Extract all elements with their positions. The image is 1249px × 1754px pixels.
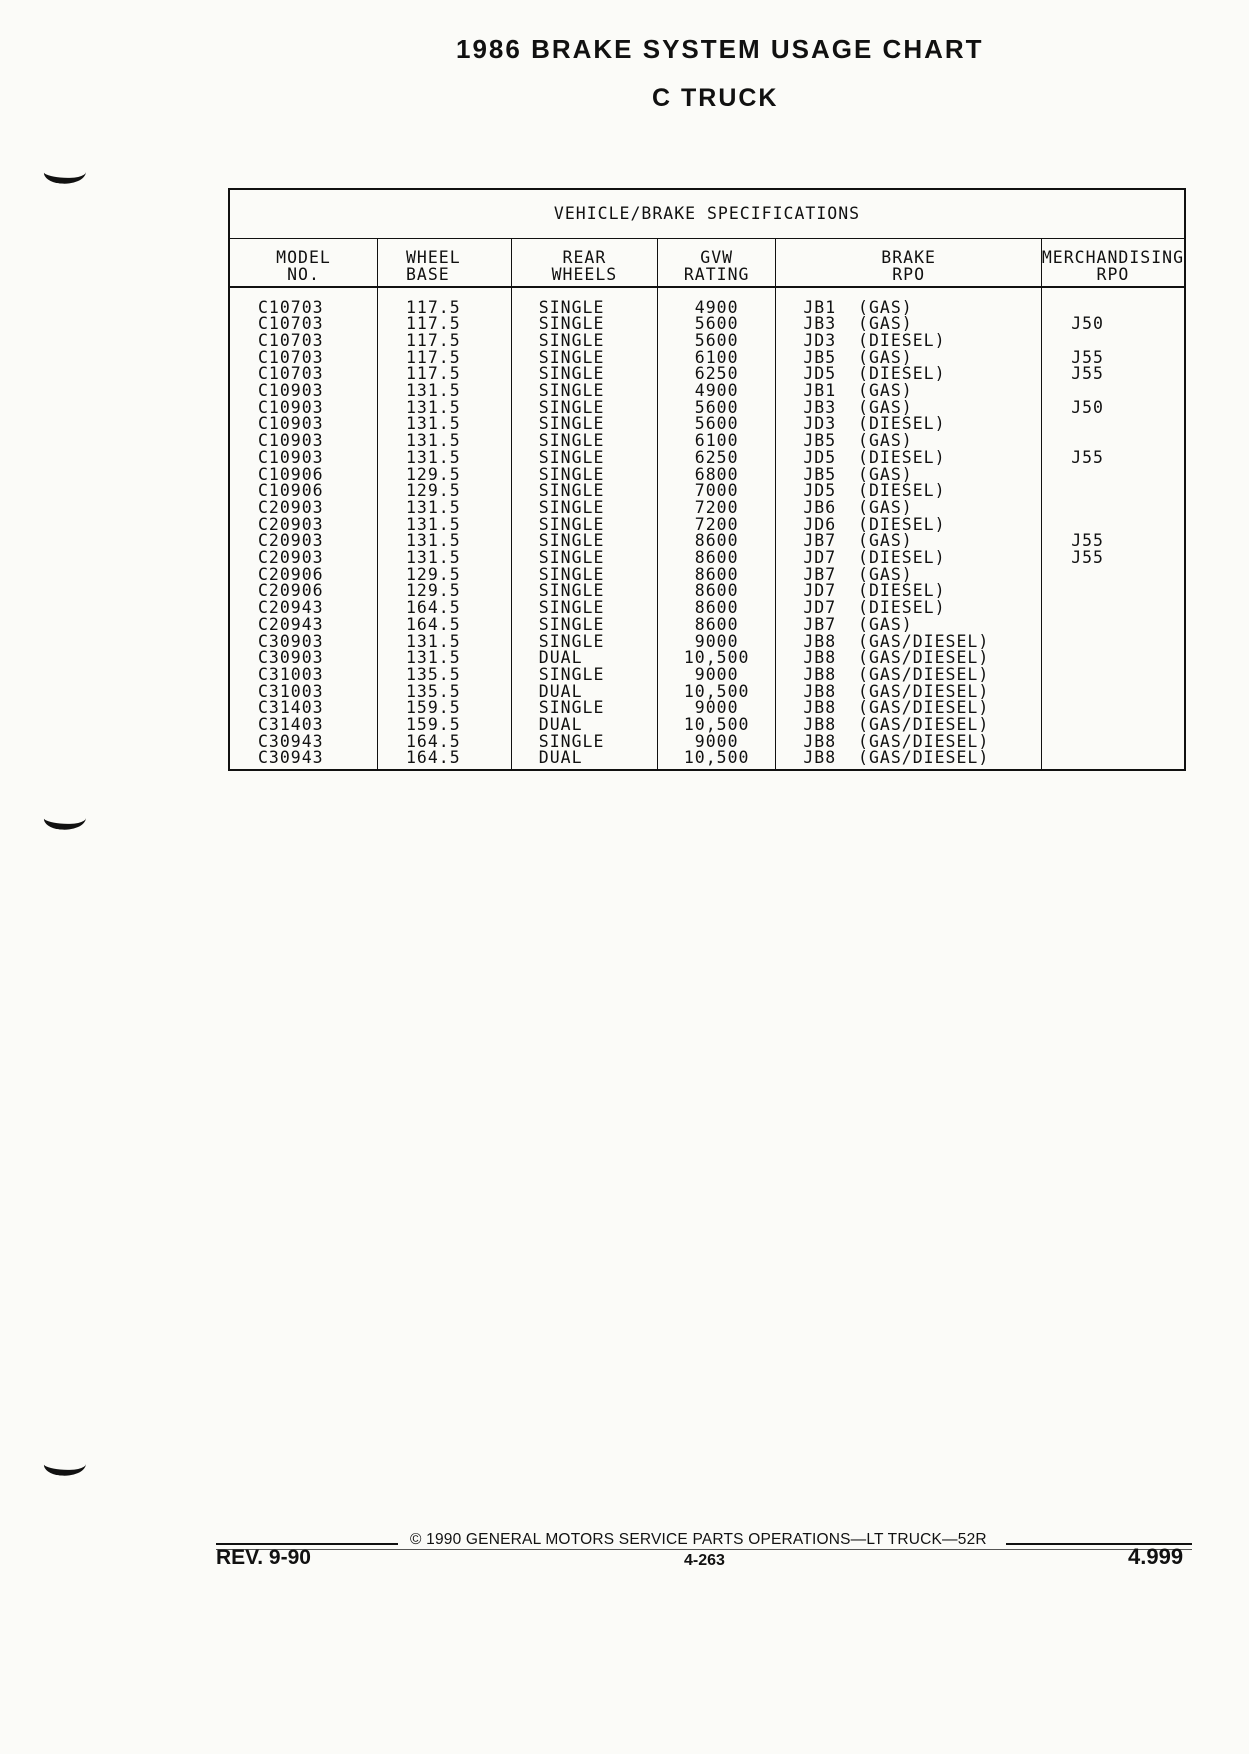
cell-brake-rpo: JD3 (DIESEL)	[776, 333, 1041, 350]
cell-merchandising-rpo: J55	[1041, 550, 1185, 567]
cell-model-no: C20943	[229, 617, 377, 634]
cell-brake-rpo: JB7 (GAS)	[776, 567, 1041, 584]
cell-gvw-rating: 5600	[657, 316, 775, 333]
cell-merchandising-rpo	[1041, 433, 1185, 450]
cell-model-no: C20906	[229, 567, 377, 584]
cell-brake-rpo: JB5 (GAS)	[776, 350, 1041, 367]
cell-gvw-rating: 7000	[657, 483, 775, 500]
cell-model-no: C20903	[229, 533, 377, 550]
cell-gvw-rating: 7200	[657, 517, 775, 534]
cell-merchandising-rpo: J55	[1041, 533, 1185, 550]
cell-rear-wheels: SINGLE	[511, 500, 657, 517]
cell-rear-wheels: SINGLE	[511, 517, 657, 534]
page-title: 1986 BRAKE SYSTEM USAGE CHART	[456, 34, 984, 64]
cell-model-no: C10703	[229, 366, 377, 383]
cell-merchandising-rpo	[1041, 617, 1185, 634]
cell-brake-rpo: JB1 (GAS)	[776, 287, 1041, 317]
cell-rear-wheels: DUAL	[511, 684, 657, 701]
cell-rear-wheels: SINGLE	[511, 734, 657, 751]
table-body	[229, 287, 1185, 771]
cell-wheel-base: 159.5	[377, 700, 511, 717]
cell-merchandising-rpo	[1041, 634, 1185, 651]
cell-rear-wheels: SINGLE	[511, 483, 657, 500]
header-line: WHEELS	[551, 265, 618, 284]
footer-rule-left	[216, 1543, 398, 1545]
cell-wheel-base: 135.5	[377, 667, 511, 684]
cell-model-no: C31003	[229, 667, 377, 684]
cell-merchandising-rpo	[1041, 567, 1185, 584]
binder-hole-mark	[43, 158, 87, 186]
cell-wheel-base: 131.5	[377, 450, 511, 467]
cell-merchandising-rpo	[1041, 600, 1185, 617]
cell-wheel-base: 131.5	[377, 400, 511, 417]
cell-rear-wheels: SINGLE	[511, 567, 657, 584]
cell-model-no: C20903	[229, 500, 377, 517]
cell-gvw-rating: 6800	[657, 467, 775, 484]
cell-wheel-base: 131.5	[377, 433, 511, 450]
cell-merchandising-rpo	[1041, 287, 1185, 317]
cell-merchandising-rpo	[1041, 483, 1185, 500]
footer-page-number: 4-263	[684, 1552, 725, 1569]
cell-wheel-base: 135.5	[377, 684, 511, 701]
header-line: MODEL	[276, 248, 331, 267]
cell-gvw-rating: 9000	[657, 667, 775, 684]
cell-rear-wheels: DUAL	[511, 717, 657, 734]
cell-wheel-base: 117.5	[377, 333, 511, 350]
cell-brake-rpo: JB5 (GAS)	[776, 433, 1041, 450]
header-line: BRAKE	[881, 248, 936, 267]
cell-brake-rpo: JD7 (DIESEL)	[776, 600, 1041, 617]
header-line: GVW	[700, 248, 734, 267]
cell-model-no: C30943	[229, 750, 377, 770]
cell-wheel-base: 129.5	[377, 483, 511, 500]
cell-gvw-rating: 9000	[657, 734, 775, 751]
cell-brake-rpo: JB8 (GAS/DIESEL)	[776, 734, 1041, 751]
cell-merchandising-rpo	[1041, 750, 1185, 770]
cell-model-no: C10903	[229, 383, 377, 400]
header-merchandising-rpo	[1041, 239, 1185, 287]
cell-rear-wheels: SINGLE	[511, 416, 657, 433]
cell-brake-rpo: JD7 (DIESEL)	[776, 583, 1041, 600]
cell-wheel-base: 117.5	[377, 316, 511, 333]
brake-spec-table	[228, 188, 1186, 771]
cell-model-no: C10703	[229, 287, 377, 317]
cell-model-no: C20943	[229, 600, 377, 617]
header-wheel-base	[377, 239, 511, 287]
cell-merchandising-rpo	[1041, 416, 1185, 433]
cell-rear-wheels: DUAL	[511, 750, 657, 770]
cell-brake-rpo: JB8 (GAS/DIESEL)	[776, 717, 1041, 734]
cell-rear-wheels: SINGLE	[511, 316, 657, 333]
cell-merchandising-rpo	[1041, 667, 1185, 684]
cell-wheel-base: 164.5	[377, 734, 511, 751]
cell-gvw-rating: 8600	[657, 550, 775, 567]
cell-wheel-base: 164.5	[377, 617, 511, 634]
cell-brake-rpo: JB5 (GAS)	[776, 467, 1041, 484]
cell-brake-rpo: JB8 (GAS/DIESEL)	[776, 750, 1041, 770]
cell-merchandising-rpo: J50	[1041, 400, 1185, 417]
cell-wheel-base: 129.5	[377, 567, 511, 584]
cell-model-no: C31003	[229, 684, 377, 701]
footer-section-number: 4.999	[1128, 1544, 1184, 1569]
cell-wheel-base: 129.5	[377, 467, 511, 484]
cell-merchandising-rpo: J55	[1041, 350, 1185, 367]
cell-merchandising-rpo	[1041, 684, 1185, 701]
cell-wheel-base: 131.5	[377, 383, 511, 400]
cell-brake-rpo: JB8 (GAS/DIESEL)	[776, 684, 1041, 701]
cell-gvw-rating: 6250	[657, 366, 775, 383]
cell-gvw-rating: 10,500	[657, 684, 775, 701]
cell-merchandising-rpo	[1041, 383, 1185, 400]
cell-gvw-rating: 8600	[657, 533, 775, 550]
cell-merchandising-rpo	[1041, 583, 1185, 600]
cell-brake-rpo: JB7 (GAS)	[776, 617, 1041, 634]
binder-hole-mark	[43, 1450, 87, 1478]
cell-wheel-base: 117.5	[377, 366, 511, 383]
header-line: RPO	[892, 265, 926, 284]
cell-wheel-base: 131.5	[377, 416, 511, 433]
cell-gvw-rating: 6250	[657, 450, 775, 467]
cell-brake-rpo: JB8 (GAS/DIESEL)	[776, 634, 1041, 651]
page-subtitle: C TRUCK	[652, 84, 779, 112]
cell-model-no: C20903	[229, 550, 377, 567]
cell-brake-rpo: JD3 (DIESEL)	[776, 416, 1041, 433]
cell-rear-wheels: SINGLE	[511, 450, 657, 467]
table-caption: VEHICLE/BRAKE SPECIFICATIONS	[229, 189, 1185, 239]
cell-merchandising-rpo: J50	[1041, 316, 1185, 333]
cell-gvw-rating: 8600	[657, 567, 775, 584]
cell-merchandising-rpo	[1041, 500, 1185, 517]
cell-merchandising-rpo	[1041, 700, 1185, 717]
header-line: RATING	[683, 265, 750, 284]
cell-model-no: C20903	[229, 517, 377, 534]
footer-copyright: © 1990 GENERAL MOTORS SERVICE PARTS OPERATIONS—LT TRUCK—52R	[410, 1531, 987, 1548]
footer-rule-under	[216, 1549, 1192, 1550]
table-row	[229, 287, 1185, 317]
cell-brake-rpo: JB7 (GAS)	[776, 533, 1041, 550]
cell-model-no: C31403	[229, 717, 377, 734]
cell-model-no: C30903	[229, 634, 377, 651]
cell-brake-rpo: JB8 (GAS/DIESEL)	[776, 650, 1041, 667]
cell-rear-wheels: SINGLE	[511, 383, 657, 400]
cell-brake-rpo: JD5 (DIESEL)	[776, 366, 1041, 383]
cell-rear-wheels: SINGLE	[511, 583, 657, 600]
cell-gvw-rating: 10,500	[657, 750, 775, 770]
cell-merchandising-rpo: J55	[1041, 366, 1185, 383]
cell-rear-wheels: SINGLE	[511, 550, 657, 567]
cell-brake-rpo: JD5 (DIESEL)	[776, 450, 1041, 467]
cell-rear-wheels: SINGLE	[511, 533, 657, 550]
cell-wheel-base: 131.5	[377, 650, 511, 667]
cell-model-no: C31403	[229, 700, 377, 717]
header-model-no	[229, 239, 377, 287]
cell-merchandising-rpo	[1041, 650, 1185, 667]
cell-gvw-rating: 7200	[657, 500, 775, 517]
cell-model-no: C10903	[229, 433, 377, 450]
cell-model-no: C10703	[229, 333, 377, 350]
cell-rear-wheels: SINGLE	[511, 617, 657, 634]
cell-brake-rpo: JB3 (GAS)	[776, 400, 1041, 417]
header-line: BASE	[405, 265, 450, 284]
cell-wheel-base: 164.5	[377, 600, 511, 617]
cell-model-no: C10906	[229, 483, 377, 500]
table-row	[229, 750, 1185, 770]
cell-wheel-base: 131.5	[377, 634, 511, 651]
cell-rear-wheels: SINGLE	[511, 467, 657, 484]
footer-revision: REV. 9-90	[216, 1546, 311, 1569]
header-gvw-rating	[657, 239, 775, 287]
cell-rear-wheels: SINGLE	[511, 667, 657, 684]
cell-gvw-rating: 4900	[657, 287, 775, 317]
header-brake-rpo	[776, 239, 1041, 287]
cell-model-no: C10703	[229, 316, 377, 333]
cell-brake-rpo: JB8 (GAS/DIESEL)	[776, 667, 1041, 684]
cell-gvw-rating: 6100	[657, 433, 775, 450]
cell-rear-wheels: SINGLE	[511, 287, 657, 317]
binder-hole-mark	[43, 804, 87, 832]
cell-rear-wheels: SINGLE	[511, 634, 657, 651]
cell-wheel-base: 131.5	[377, 533, 511, 550]
cell-gvw-rating: 8600	[657, 617, 775, 634]
cell-model-no: C10903	[229, 450, 377, 467]
cell-model-no: C10703	[229, 350, 377, 367]
cell-wheel-base: 129.5	[377, 583, 511, 600]
cell-wheel-base: 117.5	[377, 287, 511, 317]
cell-wheel-base: 131.5	[377, 500, 511, 517]
cell-model-no: C10903	[229, 400, 377, 417]
cell-wheel-base: 159.5	[377, 717, 511, 734]
cell-rear-wheels: SINGLE	[511, 350, 657, 367]
cell-rear-wheels: SINGLE	[511, 600, 657, 617]
cell-gvw-rating: 5600	[657, 416, 775, 433]
cell-brake-rpo: JD5 (DIESEL)	[776, 483, 1041, 500]
cell-gvw-rating: 10,500	[657, 717, 775, 734]
cell-brake-rpo: JB3 (GAS)	[776, 316, 1041, 333]
cell-model-no: C10903	[229, 416, 377, 433]
header-line: NO.	[287, 265, 320, 284]
cell-gvw-rating: 8600	[657, 600, 775, 617]
cell-model-no: C10906	[229, 467, 377, 484]
cell-gvw-rating: 6100	[657, 350, 775, 367]
cell-model-no: C20906	[229, 583, 377, 600]
cell-merchandising-rpo	[1041, 333, 1185, 350]
cell-brake-rpo: JD6 (DIESEL)	[776, 517, 1041, 534]
cell-brake-rpo: JB6 (GAS)	[776, 500, 1041, 517]
header-line: REAR	[562, 248, 607, 267]
cell-model-no: C30943	[229, 734, 377, 751]
cell-model-no: C30903	[229, 650, 377, 667]
header-line: MERCHANDISING	[1041, 248, 1184, 267]
cell-gvw-rating: 5600	[657, 400, 775, 417]
cell-brake-rpo: JB8 (GAS/DIESEL)	[776, 700, 1041, 717]
cell-merchandising-rpo: J55	[1041, 450, 1185, 467]
cell-gvw-rating: 9000	[657, 634, 775, 651]
cell-merchandising-rpo	[1041, 467, 1185, 484]
cell-rear-wheels: SINGLE	[511, 433, 657, 450]
cell-wheel-base: 117.5	[377, 350, 511, 367]
cell-gvw-rating: 9000	[657, 700, 775, 717]
cell-rear-wheels: SINGLE	[511, 366, 657, 383]
cell-merchandising-rpo	[1041, 517, 1185, 534]
cell-rear-wheels: SINGLE	[511, 400, 657, 417]
cell-gvw-rating: 4900	[657, 383, 775, 400]
header-rear-wheels	[511, 239, 657, 287]
cell-rear-wheels: DUAL	[511, 650, 657, 667]
header-line: WHEEL	[405, 248, 461, 267]
cell-gvw-rating: 8600	[657, 583, 775, 600]
cell-rear-wheels: SINGLE	[511, 333, 657, 350]
cell-wheel-base: 131.5	[377, 517, 511, 534]
cell-gvw-rating: 5600	[657, 333, 775, 350]
cell-brake-rpo: JB1 (GAS)	[776, 383, 1041, 400]
header-line: RPO	[1096, 265, 1130, 284]
table-header-row	[229, 239, 1185, 287]
cell-gvw-rating: 10,500	[657, 650, 775, 667]
cell-merchandising-rpo	[1041, 734, 1185, 751]
cell-rear-wheels: SINGLE	[511, 700, 657, 717]
cell-merchandising-rpo	[1041, 717, 1185, 734]
cell-wheel-base: 164.5	[377, 750, 511, 770]
cell-wheel-base: 131.5	[377, 550, 511, 567]
cell-brake-rpo: JD7 (DIESEL)	[776, 550, 1041, 567]
